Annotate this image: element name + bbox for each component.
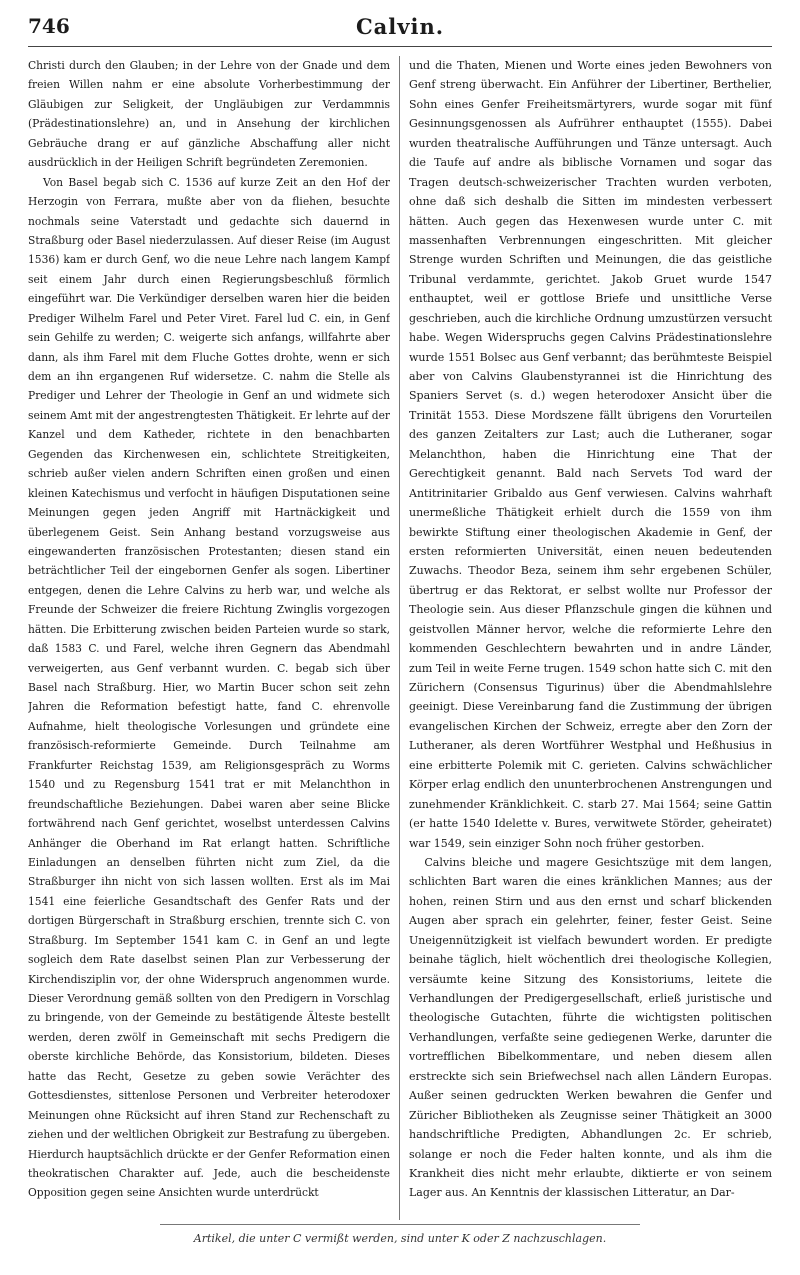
running-title: Calvin. [355,14,445,39]
column-divider [399,56,400,1220]
footer-rule [160,1224,640,1225]
right-column [409,56,772,1220]
footer-note: Artikel, die unter C vermißt werden, sind unter K oder Z nachzuschlagen. [193,1232,607,1245]
paragraph: Calvins bleiche und magere Gesichtszüge mit dem langen, schlichten Bart waren die eines kränklichen Mannes; aus der hohen, reinen Stirn und aus den ernst und scharf blickenden Augen aber sprach ein gelehrter, feiner, fester Geist. Seine Uneigennützigkeit ist vielfach bewundert worden. Er predigte beinahe täglich, hielt wöchentlich drei theologische Kollegien, versäumte keine Sitzung des Konsistoriums, leitete die Verhandlungen der Predigergesellschaft, erließ juristische und theologische Gutachten, führte die wichtigsten politischen Verhandlungen, verfaßte seine gediegenen Werke, darunter die vortrefflichen Bibelkommentare, und neben diesem allen erstreckte sich sein Briefwechsel nach allen Ländern Europas. Außer seinen gedruckten Werken bewahren die Genfer und Züricher Bibliotheken als Zeugnisse seiner Thätigkeit an 3000 handschriftliche Predigten, Abhandlungen 2c. Er schrieb, solange er noch die Feder halten konnte, und als ihm die Krankheit dies nicht mehr erlaubte, diktierte er von seinem Lager aus. An Kenntnis der klassischen Litteratur, an Dar- [409,855,772,1200]
left-column [28,56,390,1220]
page-header [28,14,772,44]
page-number: 746 [28,14,70,38]
paragraph: Christi durch den Glauben; in der Lehre von der Gnade und dem freien Willen nahm er eine absolute Vorherbestimmung der Gläubigen zur Seligkeit, der Ungläubigen zur Verdammnis (Prädestinationslehre) an, und in Ansehung der kirchlichen Gebräuche drang er auf gänzliche Abschaffung aller nicht ausdrücklich in der Heiligen Schrift begründeten Zeremonien. [28,59,390,170]
header-rule [28,46,772,47]
paragraph: und die Thaten, Mienen und Worte eines jeden Bewohners von Genf streng überwacht. Ein Anführer der Libertiner, Berthelier, Sohn eines Genfer Freiheitsmärtyrers, wurde sogar mit fünf Gesinnungsgenossen als Aufrührer enthauptet (1555). Dabei wurden theatralische Aufführungen und Tänze untersagt. Auch die Taufe auf andre als biblische Vornamen und sogar das Tragen deutsch-schweizerischer Trachten wurden verboten, ohne daß sich deshalb die Sitten im mindesten verbessert hätten. Auch gegen das Hexenwesen wurde unter C. mit massenhaften Verbrennungen eingeschritten. Mit gleicher Strenge wurden Schriften und Meinungen, die das geistliche Tribunal verdammte, gerichtet. Jakob Gruet wurde 1547 enthauptet, weil er gottlose Briefe und unsittliche Verse geschrieben, auch die kirchliche Ordnung umzustürzen versucht habe. Wegen Widerspruchs gegen Calvins Prädestinationslehre wurde 1551 Bolsec aus Genf verbannt; das berühmteste Beispiel aber von Calvins Glaubenstyrannei ist die Hinrichtung des Spaniers Servet (s. d.) wegen heterodoxer Ansicht über die Trinität 1553. Diese Mordszene fällt übrigens den Vorurteilen des ganzen Zeitalters zur Last; auch die Lutheraner, sogar Melanchthon, haben die Hinrichtung eine That der Gerechtigkeit genannt. Bald nach Servets Tod ward der Antitrinitarier Gribaldo aus Genf verwiesen. Calvins wahrhaft unermeßliche Thätigkeit erhielt durch die 1559 von ihm bewirkte Stiftung einer theologischen Akademie in Genf, der ersten reformierten Universität, einen neuen bedeutenden Zuwachs. Theodor Beza, seinem ihm sehr ergebenen Schüler, übertrug er das Rektorat, er selbst wollte nur Professor der Theologie sein. Aus dieser Pflanzschule gingen die kühnen und geistvollen Männer hervor, welche die reformierte Lehre den kommenden Geschlechtern bewahrten und in andre Länder, zum Teil in weite Ferne trugen. 1549 schon hatte sich C. mit den Zürichern (Consensus Tigurinus) über die Abendmahlslehre geeinigt. Diese Vereinbarung fand die Zustimmung der übrigen evangelischen Kirchen der Schweiz, erregte aber den Zorn der Lutheraner, als deren Wortführer Westphal und Heßhusius in eine erbitterte Polemik mit C. gerieten. Calvins schwächlicher Körper erlag endlich den ununterbrochenen Anstrengungen und zunehmender Kränklichkeit. C. starb 27. Mai 1564; seine Gattin (er hatte 1540 Idelette v. Bures, verwitwete Störder, geheiratet) war 1549, sein einziger Sohn noch früher gestorben. [409,59,772,850]
paragraph: Von Basel begab sich C. 1536 auf kurze Zeit an den Hof der Herzogin von Ferrara, mußte aber von da fliehen, besuchte nochmals seine Vaterstadt und gedachte sich dauernd in Straßburg oder Basel niederzulassen. Auf dieser Reise (im August 1536) kam er durch Genf, wo die neue Lehre nach langem Kampf seit einem Jahr durch einen Regierungsbeschluß förmlich eingeführt war. Die Verkündiger derselben waren hier die beiden Prediger Wilhelm Farel und Peter Viret. Farel lud C. ein, in Genf sein Gehilfe zu werden; C. weigerte sich anfangs, willfahrte aber dann, als ihm Farel mit dem Fluche Gottes drohte, wenn er sich dem an ihn ergangenen Ruf widersetze. C. nahm die Stelle als Prediger und Lehrer der Theologie in Genf an und widmete sich seinem Amt mit der angestrengtesten Thätigkeit. Er lehrte auf der Kanzel und dem Katheder, richtete in den benachbarten Gegenden das Kirchenwesen ein, schlichtete Streitigkeiten, schrieb außer vielen andern Schriften einen großen und einen kleinen Katechismus und verfocht in häufigen Disputationen seine Meinungen gegen jeden Angriff mit Hartnäckigkeit und überlegenem Geist. Sein Anhang bestand vorzugsweise aus eingewanderten französischen Protestanten; diesen stand ein beträchtlicher Teil der eingebornen Genfer als sogen. Libertiner entgegen, denen die Lehre Calvins zu herb war, und welche als Freunde der Schweizer die freiere Richtung Zwinglis vorgezogen hätten. Die Erbitterung zwischen beiden Parteien wurde so stark, daß 1583 C. und Farel, welche ihren Gegnern das Abendmahl verweigerten, aus Genf verbannt wurden. C. begab sich über Basel nach Straßburg. Hier, wo Martin Bucer schon seit zehn Jahren die Reformation befestigt hatte, fand C. ehrenvolle Aufnahme, hielt theologische Vorlesungen und gründete eine französisch-reformierte Gemeinde. Durch Teilnahme am Frankfurter Reichstag 1539, am Religionsgespräch zu Worms 1540 und zu Regensburg 1541 trat er mit Melanchthon in freundschaftliche Beziehungen. Dabei waren aber seine Blicke fortwährend nach Genf gerichtet, woselbst unterdessen Calvins Anhänger die Oberhand im Rat erlangt hatten. Schriftliche Einladungen an denselben führten nicht zum Ziel, da die Straßburger ihn nicht von sich lassen wollten. Erst als im Mai 1541 eine feierliche Gesandtschaft des Genfer Rats und der dortigen Bürgerschaft in Straßburg erschien, trennte sich C. von Straßburg. Im September 1541 kam C. in Genf an und legte sogleich dem Rate daselbst seinen Plan zur Verbesserung der Kirchendisziplin vor, der ohne Widerspruch angenommen wurde. Dieser Verordnung gemäß sollten von den Predigern in Vorschlag zu bringende, von der Gemeinde zu bestätigende Älteste bestellt werden, deren zwölf in Gemeinschaft mit sechs Predigern die oberste kirchliche Behörde, das Konsistorium, bildeten. Dieses hatte das Recht, Gesetze zu geben sowie Verächter des Gottesdienstes, sittenlose Personen und Verbreiter heterodoxer Meinungen ohne Rücksicht auf ihren Stand zur Rechenschaft zu ziehen und der weltlichen Obrigkeit zur Bestrafung zu übergeben. Hierdurch hauptsächlich drückte er der Genfer Reformation einen theokratischen Charakter auf. Jede, auch die bescheidenste Opposition gegen seine Ansichten wurde unterdrückt [28,175,390,1200]
